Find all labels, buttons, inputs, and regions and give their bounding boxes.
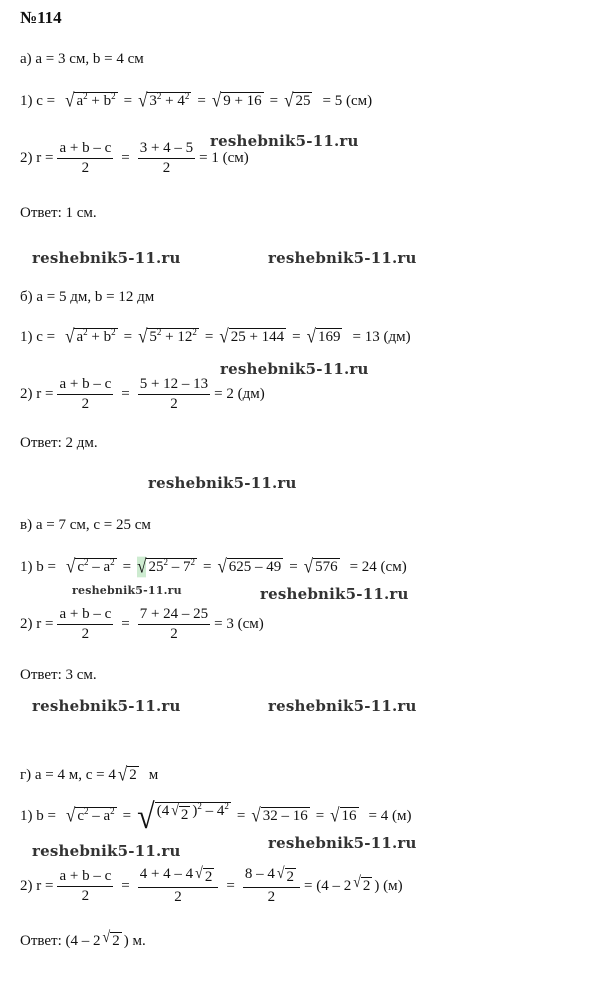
watermark: reshebnik5-11.ru [260, 585, 409, 603]
watermark: reshebnik5-11.ru [210, 132, 359, 150]
step1-d: 1) b = √ $c^2 - a^2$ = √ (4 √ 2 )$^2 - 4^2$ = √ 32 – 16 = √ 16 = 4 (м) [20, 796, 412, 836]
step2-b: 2) r = $\frac{a + b - c}{2}$ = $\frac{5 + 12 - 13}{2}$ = 2 (дм) [20, 376, 265, 413]
step1-a: 1) c = √ $a^2 + b^2$ = √ $3^2 + 4^2$ = √ 9 + 16 = √ 25 = 5 (см) [20, 89, 373, 112]
step2-c: 2) r = $\frac{a + b - c}{2}$ = $\frac{7 + 24 - 25}{2}$ = 3 (см) [20, 606, 264, 643]
answer-d: Ответ: (4 – 2 √ 2 ) м. [20, 929, 146, 949]
page-title: №114 [20, 8, 62, 27]
given-d: г) a = 4 м, c = 4 √ 2 м [20, 763, 159, 786]
sqrt-a-1: √ $a^2 + b^2$ [65, 89, 116, 112]
watermark: reshebnik5-11.ru [148, 474, 297, 492]
watermark: reshebnik5-11.ru [32, 249, 181, 267]
sqrt-a-3: √ 9 + 16 [211, 89, 262, 112]
step2-a: 2) r = $\frac{a + b - c}{2}$ = $\frac{3 + 4 - 5}{2}$ = 1 (см) [20, 140, 249, 177]
fraction-a-1: $\frac{a + b - c}{2}$ [59, 140, 112, 177]
sqrt-a-4: √ 25 [284, 89, 311, 112]
watermark: reshebnik5-11.ru [32, 842, 181, 860]
watermark: reshebnik5-11.ru [268, 697, 417, 715]
watermark: reshebnik5-11.ru [220, 360, 369, 378]
watermark: reshebnik5-11.ru [268, 249, 417, 267]
given-b: б) a = 5 дм, b = 12 дм [20, 289, 155, 305]
step1-c: 1) b = √ $c^2 - a^2$ = √ $25^2 - 7^2$ = √ 625 – 49 = √ 576 = 24 (см) [20, 555, 407, 578]
step1-b: 1) c = √ $a^2 + b^2$ = √ $5^2 + 12^2$ = √ 25 + 144 = √ 169 = 13 (дм) [20, 325, 411, 348]
fraction-a-2: $\frac{3 + 4 - 5}{2}$ [139, 140, 194, 177]
watermark: reshebnik5-11.ru [268, 834, 417, 852]
watermark: reshebnik5-11.ru [72, 584, 182, 597]
answer-c: Ответ: 3 см. [20, 667, 97, 683]
answer-b: Ответ: 2 дм. [20, 435, 98, 451]
given-c: в) a = 7 см, c = 25 см [20, 517, 151, 533]
answer-a: Ответ: 1 см. [20, 205, 97, 221]
step2-d: 2) r = $\frac{a + b - c}{2}$ = 4 + 4 – 4 √ 2 2 = 8 – 4 √ 2 2 = (4 – 2 √ 2 ) (м) [20, 865, 403, 906]
watermark: reshebnik5-11.ru [32, 697, 181, 715]
given-a: а) a = 3 см, b = 4 см [20, 51, 144, 67]
sqrt-a-2: √ $3^2 + 4^2$ [138, 89, 190, 112]
